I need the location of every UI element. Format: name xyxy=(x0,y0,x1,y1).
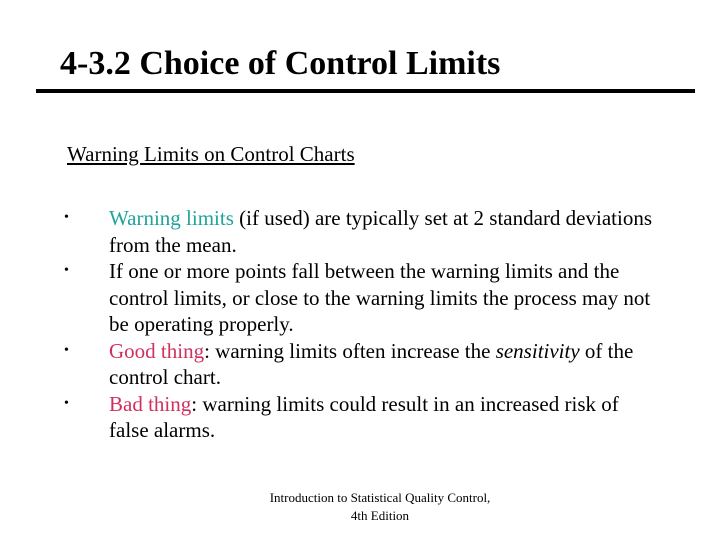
bullet-text: If one or more points fall between the warning limits and the control limits, or close to the warning limits the process may not be operating properly. xyxy=(109,259,651,336)
bullet-item-good-thing xyxy=(60,338,660,391)
bullet-icon: • xyxy=(64,395,69,411)
bullet-item-bad-thing xyxy=(60,391,660,444)
bullet-text: : warning limits often increase the xyxy=(204,338,496,363)
title-underline-rule xyxy=(36,89,695,93)
bullet-list xyxy=(60,205,660,444)
slide-title: 4-3.2 Choice of Control Limits xyxy=(60,45,501,82)
bullet-text: of the control chart. xyxy=(109,338,634,389)
term-good-thing: Good thing xyxy=(109,338,205,363)
term-warning-limits: Warning limits xyxy=(109,206,234,230)
footer-citation xyxy=(230,489,530,525)
section-subtitle: Warning Limits on Control Charts xyxy=(67,142,355,166)
term-bad-thing: Bad thing xyxy=(109,391,192,416)
bullet-icon: • xyxy=(64,263,69,278)
bullet-text: : warning limits could result in an increased risk of false alarms. xyxy=(109,391,619,442)
bullet-icon: • xyxy=(64,342,69,358)
bullet-item-points-between-limits xyxy=(60,258,660,338)
footer-line-2: 4th Edition xyxy=(350,508,410,523)
bullet-icon: • xyxy=(64,210,69,225)
bullet-text: (if used) are typically set at 2 standard deviations from the mean. xyxy=(109,206,653,257)
footer-line-1: Introduction to Statistical Quality Control, xyxy=(269,490,491,505)
bullet-item-warning-limits xyxy=(60,205,660,258)
emphasis-sensitivity: sensitivity xyxy=(495,338,580,363)
